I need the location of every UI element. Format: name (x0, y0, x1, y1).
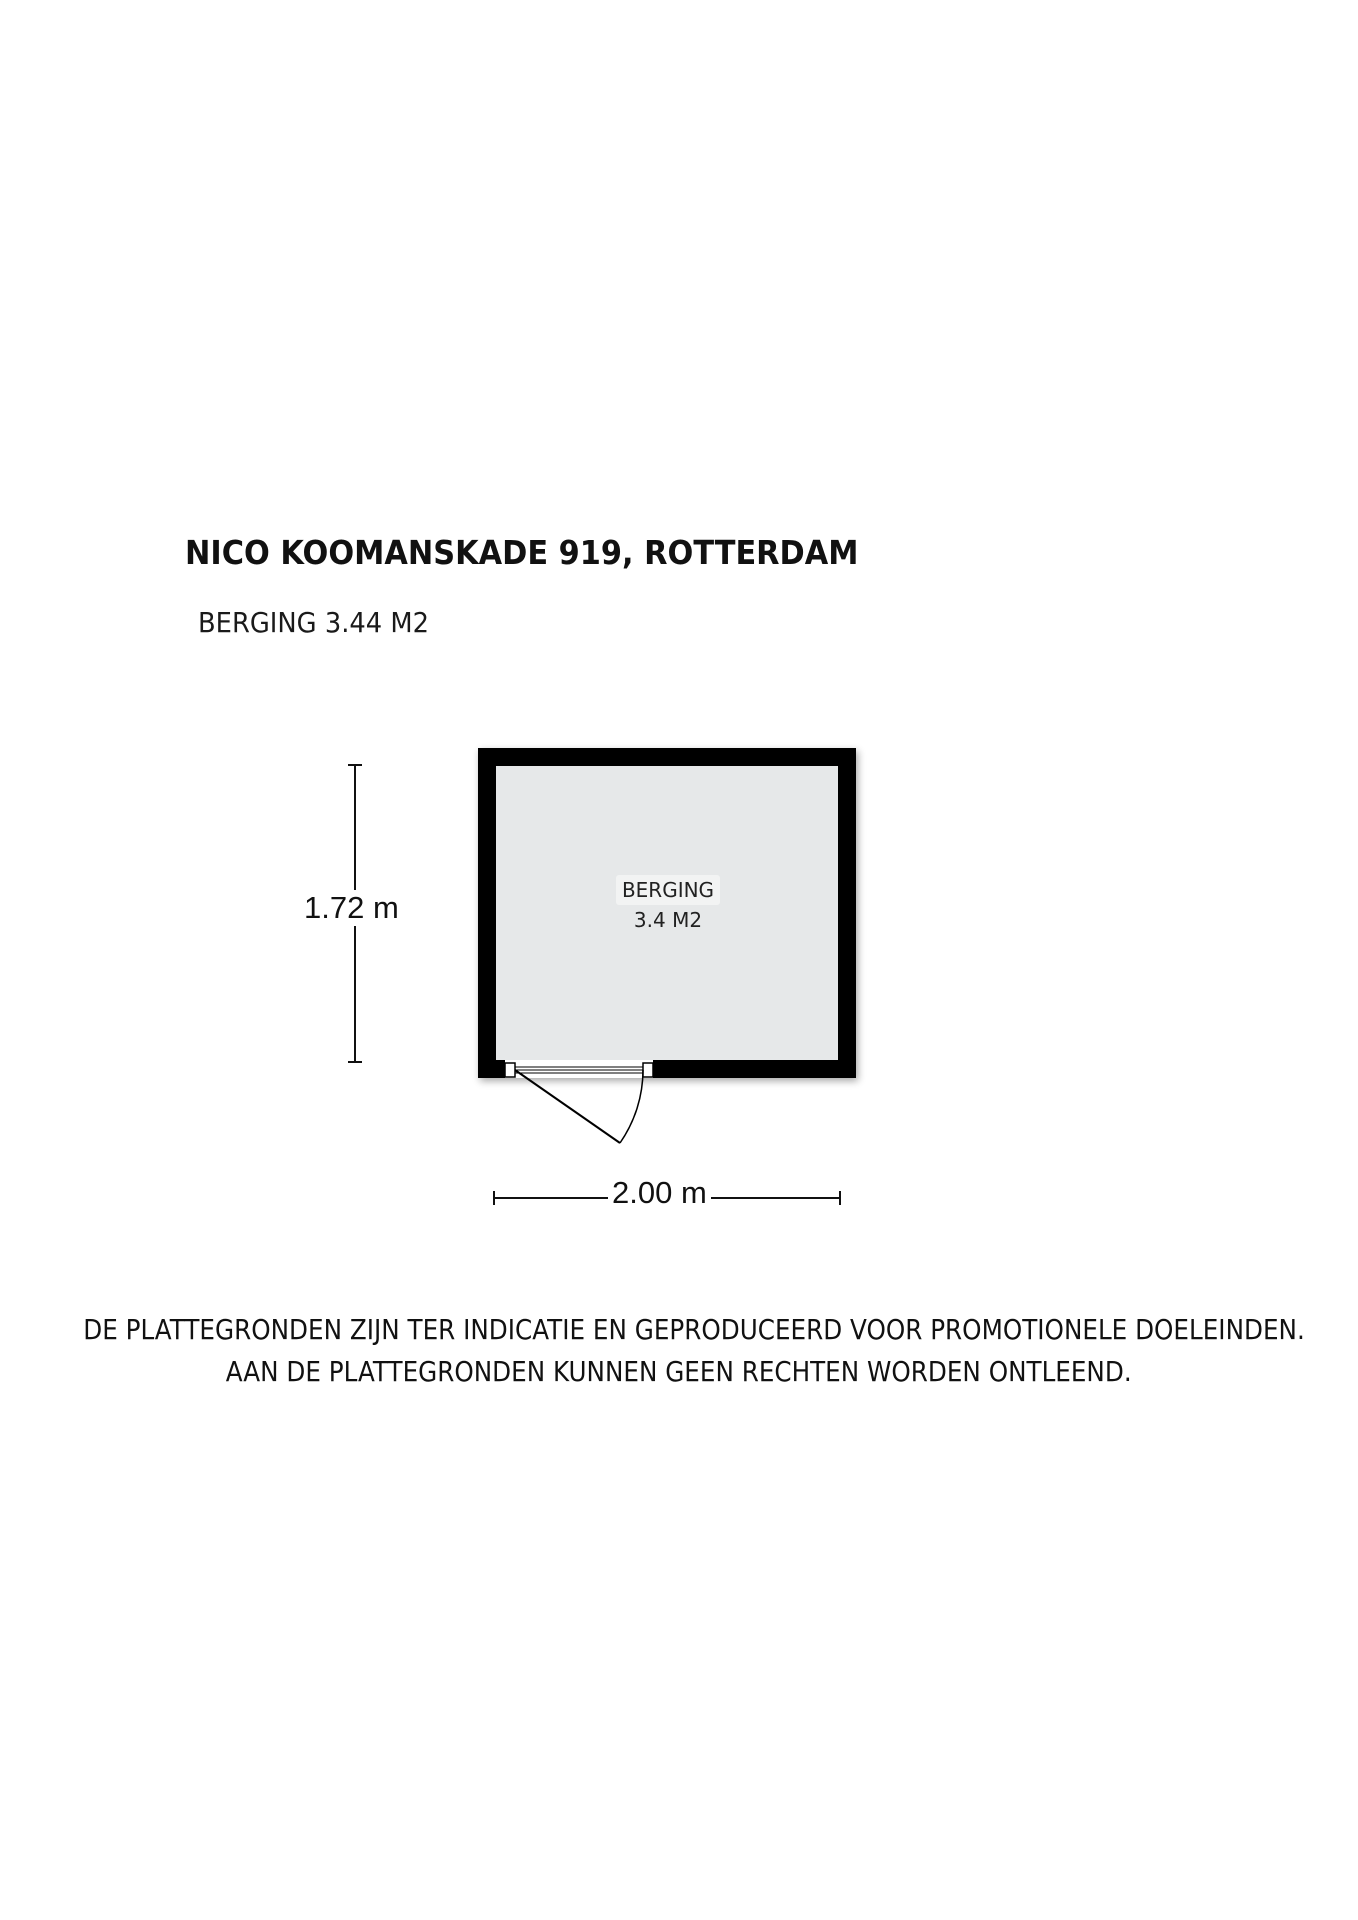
height-dimension-label: 1.72 m (300, 890, 403, 926)
page-title: NICO KOOMANSKADE 919, ROTTERDAM (185, 533, 859, 572)
width-dimension-label: 2.00 m (608, 1175, 711, 1211)
disclaimer-text-2: AAN DE PLATTEGRONDEN KUNNEN GEEN RECHTEN WORDEN ONTLEEND. (226, 1355, 1132, 1388)
page-subtitle: BERGING 3.44 M2 (198, 606, 429, 639)
room-label (612, 875, 724, 935)
disclaimer-text-1: DE PLATTEGRONDEN ZIJN TER INDICATIE EN GEPRODUCEERD VOOR PROMOTIONELE DOELEINDEN. (83, 1313, 1305, 1346)
room-name: BERGING (616, 875, 720, 905)
disclaimer-line-1 (0, 1313, 1358, 1346)
disclaimer-line-2 (0, 1355, 1358, 1388)
door (505, 1060, 653, 1143)
room-area: 3.4 M2 (633, 908, 703, 932)
